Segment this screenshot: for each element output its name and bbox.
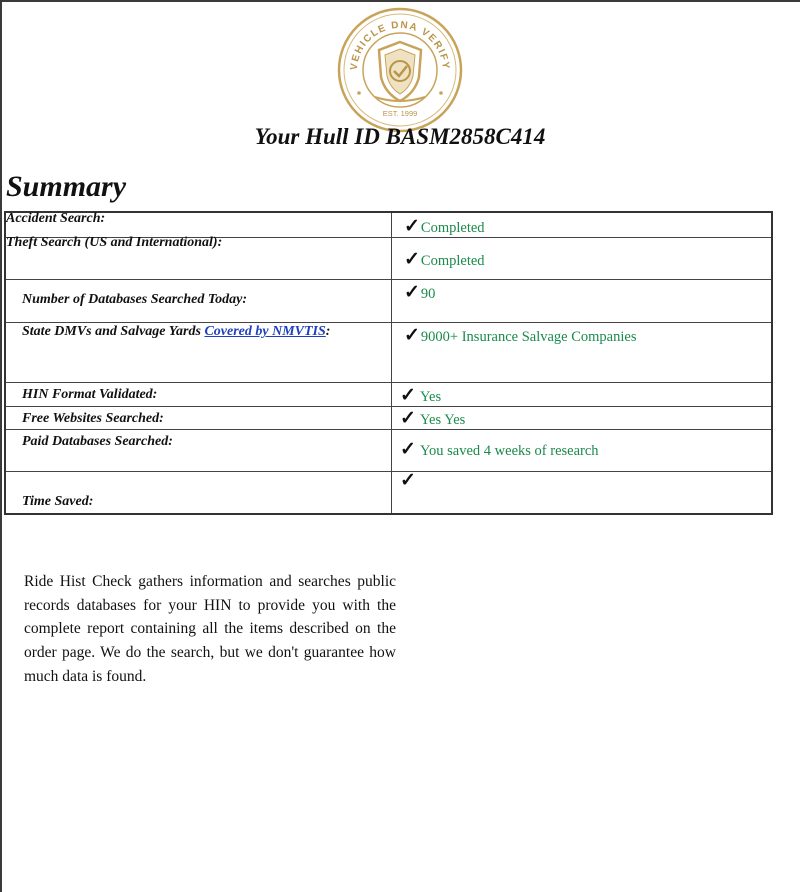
table-row-divider: [6, 406, 771, 407]
seal-top-text: VEHICLE DNA VERIFY: [348, 19, 452, 71]
summary-table: [4, 211, 773, 515]
disclaimer-paragraph: Ride Hist Check gathers information and searches public records databases for your HIN to provide you with the complete report containing all the items described on the order page. We do the search, but we don't guarantee how much data is found.: [24, 573, 396, 685]
table-column-divider: [391, 213, 392, 513]
row-value-accident-search: ✓Completed: [404, 216, 485, 237]
row-label-time-saved: Time Saved:: [22, 494, 94, 509]
checkmark-icon: ✓: [404, 282, 420, 303]
checkmark-icon: ✓: [404, 216, 420, 237]
row-value-paid-databases: ✓ You saved 4 weeks of research: [400, 439, 599, 460]
summary-heading: Summary: [6, 170, 127, 203]
row-label-databases-searched: Number of Databases Searched Today:: [22, 292, 248, 307]
row-label-state-dmvs: State DMVs and Salvage Yards Covered by NMVTIS:: [22, 324, 331, 339]
table-row-divider: [6, 322, 771, 323]
table-row-divider: [6, 429, 771, 430]
row-value-hin-format: ✓ Yes: [400, 385, 442, 406]
hull-id-title: Your Hull ID BASM2858C414: [254, 124, 546, 149]
checkmark-icon: ✓: [400, 470, 416, 491]
page-top-border: [0, 0, 800, 2]
row-label-free-websites: Free Websites Searched:: [22, 411, 164, 426]
checkmark-icon: ✓: [404, 249, 420, 270]
nmvtis-link[interactable]: Covered by NMVTIS: [204, 324, 326, 339]
checkmark-icon: ✓: [400, 439, 416, 460]
seal-bottom-text: EST. 1999: [382, 109, 418, 118]
row-value-state-dmvs: ✓9000+ Insurance Salvage Companies: [404, 325, 637, 346]
row-label-theft-search: Theft Search (US and International):: [6, 235, 223, 250]
row-label-paid-databases: Paid Databases Searched:: [22, 434, 173, 449]
row-value-free-websites: ✓ Yes Yes: [400, 408, 466, 429]
table-row-divider: [6, 279, 771, 280]
checkmark-icon: ✓: [400, 385, 416, 406]
vehicle-dna-verify-seal-logo: [335, 5, 465, 135]
row-value-theft-search: ✓Completed: [404, 249, 485, 270]
row-label-accident-search: Accident Search:: [6, 211, 106, 226]
row-label-hin-format: HIN Format Validated:: [22, 387, 158, 402]
table-row-divider: [6, 471, 771, 472]
checkmark-icon: ✓: [400, 408, 416, 429]
checkmark-icon: ✓: [404, 325, 420, 346]
row-value-databases-searched: ✓90: [404, 282, 436, 303]
table-row-divider: [6, 382, 771, 383]
